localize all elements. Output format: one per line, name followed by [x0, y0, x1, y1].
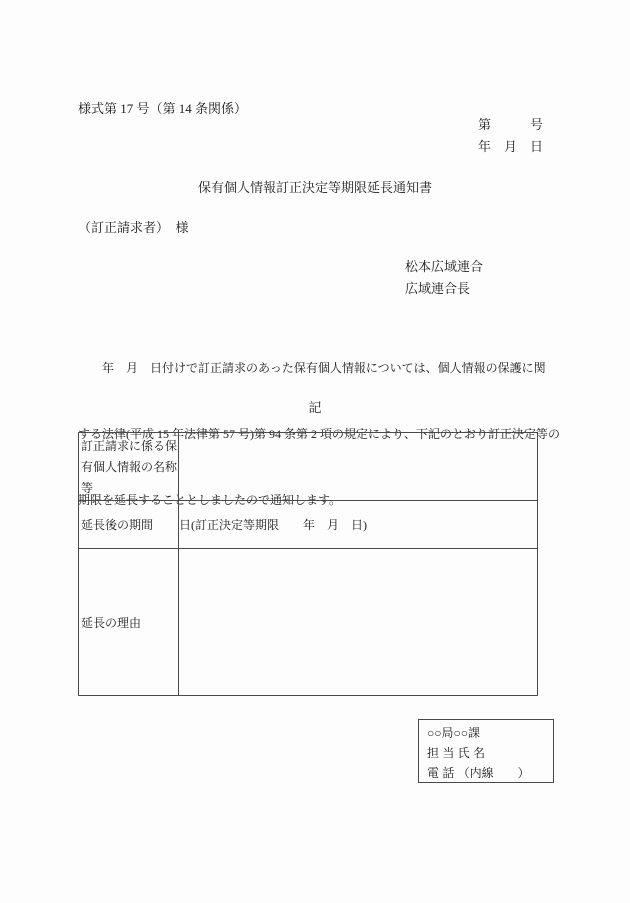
row2-value-cell: 日(訂正決定等期限 年 月 日) [179, 501, 538, 549]
details-table [78, 432, 538, 696]
row1-label-line-3: 等 [81, 481, 94, 495]
row1-value-cell [179, 433, 538, 501]
body-line-3: 期限を延長することとしましたので通知します。 [78, 493, 342, 507]
row1-label-line-2: 有個人情報の名称 [81, 460, 178, 474]
row2-label-cell: 延長後の期間 [79, 501, 179, 549]
contact-phone: 電 話 （内線 ） [427, 766, 530, 780]
page-title: 保有個人情報訂正決定等期限延長通知書 [197, 180, 432, 195]
addressee-line: （訂正請求者） 様 [78, 220, 189, 235]
sender-organization: 松本広域連合 [405, 259, 484, 274]
row1-label-cell [79, 433, 179, 501]
contact-department: ○○局○○課 [427, 726, 480, 740]
form-number: 様式第 17 号（第 14 条関係） [78, 101, 248, 116]
contact-box [418, 719, 554, 783]
sender-role: 広域連合長 [405, 281, 471, 296]
ki-marker: 記 [308, 400, 322, 415]
table-row [79, 433, 538, 501]
body-line-2: する法律(平成 15 年法律第 57 号)第 94 条第 2 項の規定により、下記のとおり訂正決定等の [78, 427, 560, 441]
document-number-line: 第 号 [478, 117, 544, 132]
date-line: 年 月 日 [478, 139, 544, 154]
table-row [79, 501, 538, 549]
row3-label-cell: 延長の理由 [79, 549, 179, 696]
table-row [79, 549, 538, 696]
contact-person-name: 担 当 氏 名 [427, 746, 486, 760]
body-line-1: 年 月 日付けで訂正請求のあった保有個人情報については、個人情報の保護に関 [78, 361, 546, 375]
row1-label-line-1: 訂正請求に係る保 [81, 439, 178, 453]
row3-value-cell [179, 549, 538, 696]
